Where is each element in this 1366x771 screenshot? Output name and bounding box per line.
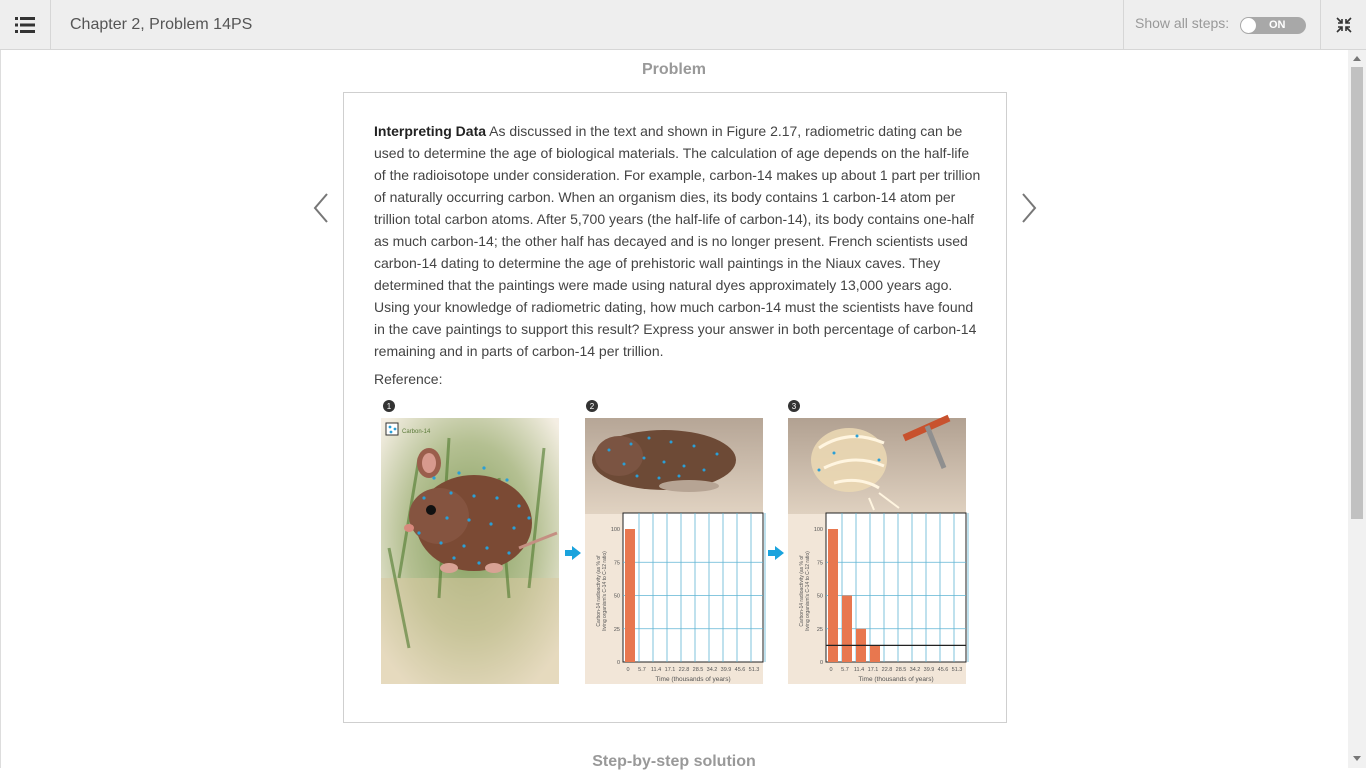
y-tick-label: 0 [819,660,823,666]
panel-badge [383,400,395,412]
x-tick-label: 34.2 [706,667,718,673]
show-steps-area [1123,0,1321,49]
list-icon [15,17,35,33]
y-axis-label: Carbon-14 radioactivity (as % of [596,555,602,627]
x-tick-label: 11.4 [650,667,662,673]
scroll-down-arrow[interactable] [1353,756,1361,762]
legend-label: Carbon-14 [402,429,431,435]
process-arrow [768,546,784,560]
x-tick-label: 39.9 [720,667,732,673]
panel-number: 2 [589,402,595,411]
plot-area [623,513,763,662]
x-tick-label: 22.8 [678,667,690,673]
x-tick-label: 5.7 [841,667,849,673]
problem-lead: Interpreting Data [374,123,487,139]
y-tick-label: 100 [813,527,823,533]
collapse-button[interactable] [1322,0,1366,49]
x-tick-label: 45.6 [937,667,949,673]
y-tick-label: 25 [816,626,823,633]
x-tick-label: 11.4 [853,667,865,673]
compress-icon [1336,17,1352,33]
y-tick-label: 50 [613,593,620,600]
x-tick-label: 0 [829,667,833,673]
x-tick-label: 45.6 [734,667,746,673]
y-tick-label: 50 [816,593,823,600]
problem-body: As discussed in the text and shown in Figure 2.17, radiometric dating can be used to determine the age of biological materials. The calculation of age depends on the half-life of the radioisotope under consideration. For example, carbon-14 makes up about 1 part per trillion of naturally occurring carbon. When an organism dies, its body contains 1 carbon-14 atom per trillion total carbon atoms. After 5,700 years (the half-life of carbon-14), its body contains one-half as much carbon-14; the other half has decayed and is no longer present. French scientists used carbon-14 dating to determine the age of prehistoric wall paintings in the Niaux caves. They determined that the paintings were made using natural dyes approximately 13,000 years ago. Using your knowledge of radiometric dating, how much carbon-14 must the scientists have found in the cave paintings to support this result? Express your answer in both percentage of carbon-14 remaining and in parts of carbon-14 per trillion. [374,123,981,359]
x-tick-label: 51.3 [748,667,760,673]
chart-bar [870,645,880,662]
chart-bar [625,529,635,662]
y-tick-label: 100 [610,527,620,533]
menu-button[interactable] [0,0,51,49]
x-tick-label: 28.5 [895,667,907,673]
process-arrow [565,546,581,560]
x-tick-label: 39.9 [923,667,935,673]
y-axis-label: living organism's C-14 to C-12 ratio) [602,551,608,631]
x-axis-label: Time (thousands of years) [858,676,934,683]
chevron-right-icon[interactable] [1019,192,1039,224]
top-bar [0,0,1366,50]
panel-1-living-mouse [381,418,559,684]
scroll-up-arrow[interactable] [1353,55,1361,61]
chevron-left-icon[interactable] [311,192,331,224]
show-steps-label: Show all steps: [1135,15,1230,31]
y-tick-label: 25 [613,626,620,633]
problem-card [343,92,1007,723]
x-tick-label: 28.5 [692,667,704,673]
toggle-knob [1241,18,1256,33]
show-steps-toggle[interactable] [1240,17,1306,34]
panel-number: 1 [386,402,392,411]
scrollbar-thumb[interactable] [1351,67,1363,519]
chart-bar [842,596,852,663]
x-tick-label: 5.7 [638,667,646,673]
x-tick-label: 22.8 [881,667,893,673]
panel-badge [586,400,598,412]
y-tick-label: 75 [816,560,823,567]
x-tick-label: 34.2 [909,667,921,673]
chapter-title: Chapter 2, Problem 14PS [70,16,253,33]
solution-heading: Step-by-step solution [592,753,756,770]
reference-label: Reference: [374,371,443,387]
carbon-dating-figure [379,398,969,688]
x-tick-label: 51.3 [951,667,963,673]
chart-bar [828,529,838,662]
y-axis-label: living organism's C-14 to C-12 ratio) [805,551,811,631]
x-axis-label: Time (thousands of years) [655,676,731,683]
panel-badge [788,400,800,412]
problem-heading: Problem [641,61,706,78]
y-axis-label: Carbon-14 radioactivity (as % of [799,555,805,627]
problem-text [374,120,984,362]
x-tick-label: 17.1 [867,667,879,673]
scrollbar[interactable] [1348,50,1366,768]
frame-border [0,50,1,768]
panel-number: 3 [791,402,797,411]
x-tick-label: 0 [626,667,630,673]
y-tick-label: 75 [613,560,620,567]
toggle-state-label: ON [1269,19,1286,31]
y-tick-label: 0 [616,660,620,666]
x-tick-label: 17.1 [664,667,676,673]
